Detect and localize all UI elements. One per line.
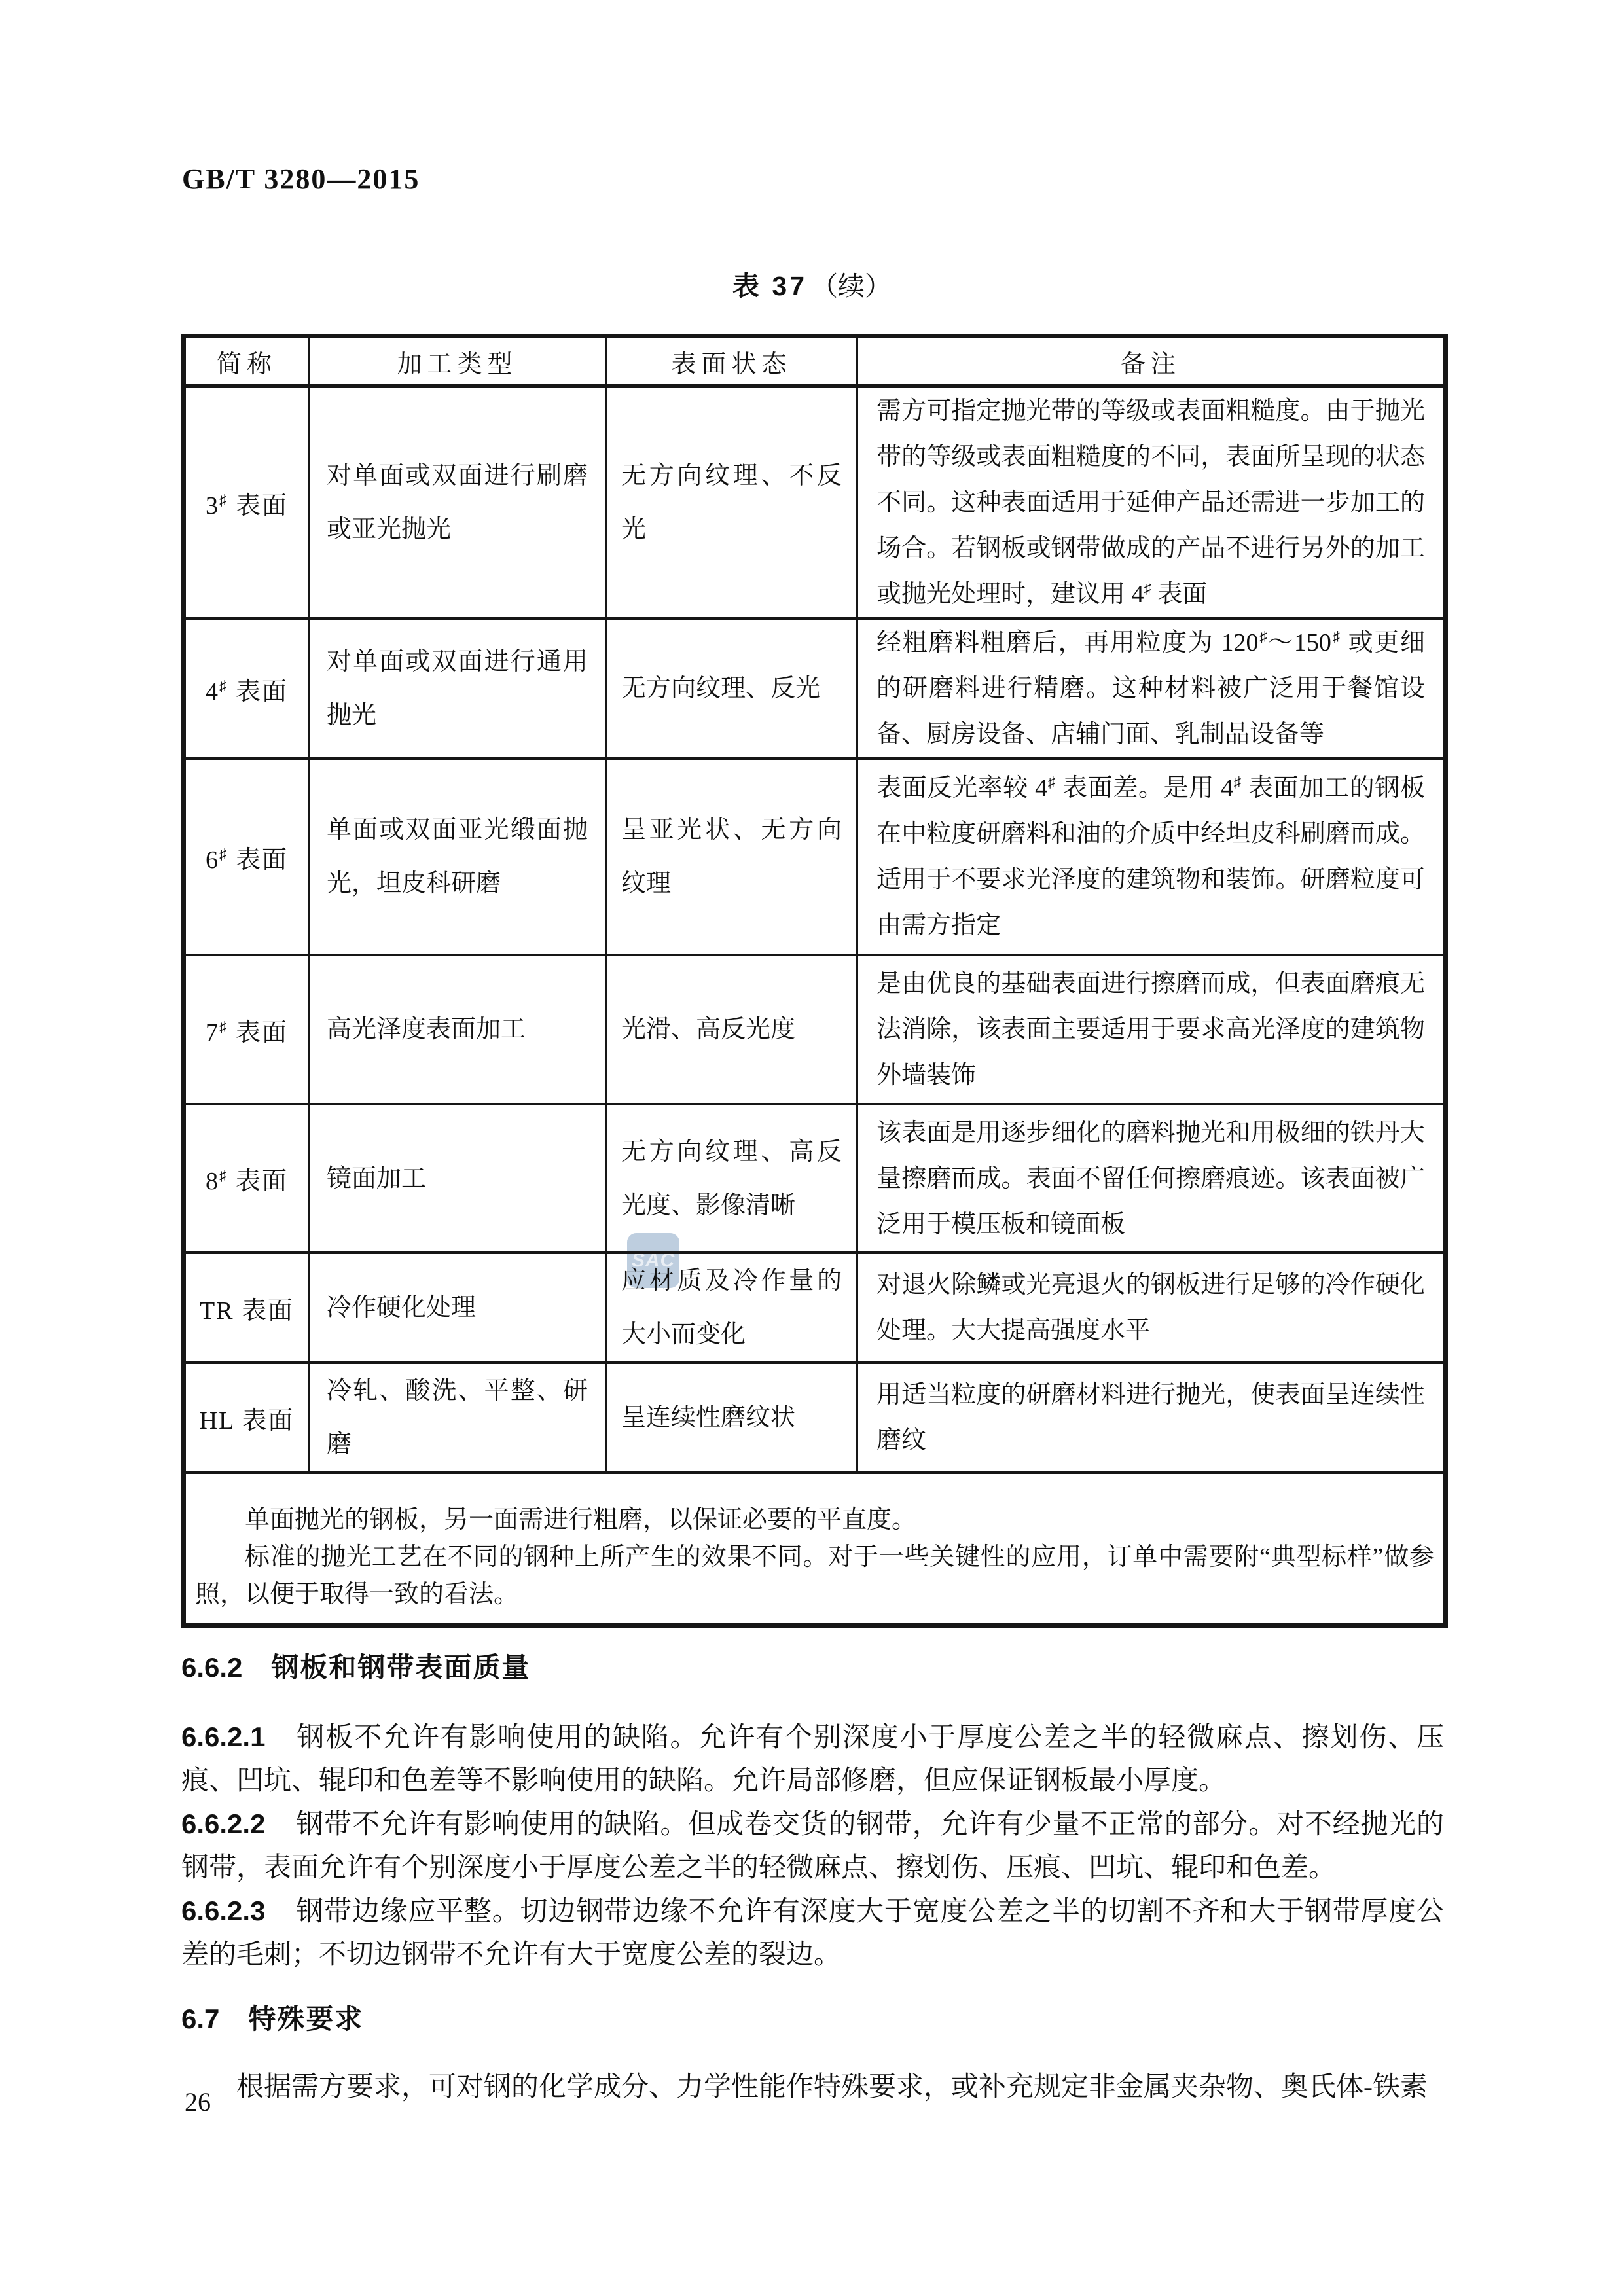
clauses-section xyxy=(181,1646,1444,2109)
process-cell: 高光泽度表面加工 xyxy=(309,955,606,1104)
page-number: 26 xyxy=(185,2087,211,2117)
surface-cell: 无方向纹理、高反光度、影像清晰 xyxy=(606,1104,857,1253)
abbr-cell: 4♯ 表面 xyxy=(184,619,309,759)
surface-cell: 光滑、高反光度 xyxy=(606,955,857,1104)
process-cell: 冷轧、酸洗、平整、研磨 xyxy=(309,1363,606,1473)
abbr-cell: HL 表面 xyxy=(184,1363,309,1473)
process-cell: 冷作硬化处理 xyxy=(309,1253,606,1363)
abbr-cell: 6♯ 表面 xyxy=(184,759,309,955)
sac-watermark: SAC xyxy=(627,1233,679,1288)
surface-cell: 无方向纹理、不反光 xyxy=(606,386,857,619)
surface-cell: 呈连续性磨纹状 xyxy=(606,1363,857,1473)
table-footnotes-row xyxy=(184,1473,1446,1625)
clause-number: 6.7 xyxy=(181,2003,220,2034)
table-header-row xyxy=(184,336,1446,387)
table-footnote: 单面抛光的钢板，另一面需进行粗磨，以保证必要的平直度。 xyxy=(245,1506,917,1534)
table-row xyxy=(184,1253,1446,1363)
abbr-cell: 8♯ 表面 xyxy=(184,1104,309,1253)
table-row xyxy=(184,386,1446,619)
clause-heading-6-6-2 xyxy=(181,1646,1444,1685)
clause-heading-6-7 xyxy=(181,1998,1444,2037)
clause-6-6-2-3 xyxy=(181,1890,1444,1977)
clause-title: 钢板和钢带表面质量 xyxy=(271,1652,531,1683)
table-row xyxy=(184,1104,1446,1253)
table-caption-number: 表 37 xyxy=(732,271,807,301)
col-header-process: 加工类型 xyxy=(309,336,606,387)
surface-cell: 呈亚光状、无方向纹理 xyxy=(606,759,857,955)
table-caption-continued: （续） xyxy=(811,271,892,301)
clause-6-6-2-2 xyxy=(181,1803,1444,1890)
clause-6-6-2-1 xyxy=(181,1715,1444,1803)
col-header-abbr: 简称 xyxy=(184,336,309,387)
clause-number: 6.6.2.3 xyxy=(181,1895,266,1926)
clause-number: 6.6.2.2 xyxy=(181,1808,266,1839)
col-header-remark: 备注 xyxy=(857,336,1446,387)
clause-6-7-text: 根据需方要求，可对钢的化学成分、力学性能作特殊要求，或补充规定非金属夹杂物、奥氏体-铁素 xyxy=(236,2072,1428,2102)
table-footnotes-cell xyxy=(184,1473,1446,1625)
remark-cell: 是由优良的基础表面进行擦磨而成，但表面磨痕无法消除，该表面主要适用于要求高光泽度的建筑物外墙装饰 xyxy=(857,955,1446,1104)
surface-cell: 应材质及冷作量的大小而变化 xyxy=(606,1253,857,1363)
table-footnote: 标准的抛光工艺在不同的钢种上所产生的效果不同。对于一些关键性的应用，订单中需要附“典型标样”做参照，以便于取得一致的看法。 xyxy=(195,1543,1434,1609)
abbr-cell: TR 表面 xyxy=(184,1253,309,1363)
abbr-cell: 3♯ 表面 xyxy=(184,386,309,619)
col-header-surface: 表面状态 xyxy=(606,336,857,387)
remark-cell: 对退火除鳞或光亮退火的钢板进行足够的冷作硬化处理。大大提高强度水平 xyxy=(857,1253,1446,1363)
process-cell: 单面或双面亚光缎面抛光，坦皮科研磨 xyxy=(309,759,606,955)
remark-cell: 经粗磨料粗磨后，再用粒度为 120♯～150♯ 或更细的研磨料进行精磨。这种材料被广泛用于餐馆设备、厨房设备、店辅门面、乳制品设备等 xyxy=(857,619,1446,759)
standard-code: GB/T 3280—2015 xyxy=(182,163,420,195)
table-caption xyxy=(0,264,1624,303)
clause-number: 6.6.2.1 xyxy=(181,1721,266,1752)
remark-cell: 表面反光率较 4♯ 表面差。是用 4♯ 表面加工的钢板在中粒度研磨料和油的介质中经坦皮科刷磨而成。适用于不要求光泽度的建筑物和装饰。研磨粒度可由需方指定 xyxy=(857,759,1446,955)
process-cell: 对单面或双面进行刷磨或亚光抛光 xyxy=(309,386,606,619)
process-cell: 对单面或双面进行通用抛光 xyxy=(309,619,606,759)
table-row xyxy=(184,759,1446,955)
surface-cell: 无方向纹理、反光 xyxy=(606,619,857,759)
clause-text: 钢带边缘应平整。切边钢带边缘不允许有深度大于宽度公差之半的切割不齐和大于钢带厚度公差的毛刺；不切边钢带不允许有大于宽度公差的裂边。 xyxy=(181,1897,1444,1970)
process-cell: 镜面加工 xyxy=(309,1104,606,1253)
table-row xyxy=(184,619,1446,759)
remark-cell: 该表面是用逐步细化的磨料抛光和用极细的铁丹大量擦磨而成。表面不留任何擦磨痕迹。该表面被广泛用于模压板和镜面板 xyxy=(857,1104,1446,1253)
clause-title: 特殊要求 xyxy=(248,2003,364,2034)
clause-text: 钢板不允许有影响使用的缺陷。允许有个别深度小于厚度公差之半的轻微麻点、擦划伤、压痕、凹坑、辊印和色差等不影响使用的缺陷。允许局部修磨，但应保证钢板最小厚度。 xyxy=(181,1723,1444,1796)
remark-cell: 用适当粒度的研磨材料进行抛光，使表面呈连续性磨纹 xyxy=(857,1363,1446,1473)
table-row xyxy=(184,955,1446,1104)
table-row xyxy=(184,1363,1446,1473)
clause-text: 钢带不允许有影响使用的缺陷。但成卷交货的钢带，允许有少量不正常的部分。对不经抛光的钢带，表面允许有个别深度小于厚度公差之半的轻微麻点、擦划伤、压痕、凹坑、辊印和色差。 xyxy=(181,1810,1444,1883)
remark-cell: 需方可指定抛光带的等级或表面粗糙度。由于抛光带的等级或表面粗糙度的不同，表面所呈现的状态不同。这种表面适用于延伸产品还需进一步加工的场合。若钢板或钢带做成的产品不进行另外的加工或抛光处理时，建议用 4♯ 表面 xyxy=(857,386,1446,619)
surface-finish-table xyxy=(181,334,1448,1628)
clause-number: 6.6.2 xyxy=(181,1652,243,1683)
abbr-cell: 7♯ 表面 xyxy=(184,955,309,1104)
